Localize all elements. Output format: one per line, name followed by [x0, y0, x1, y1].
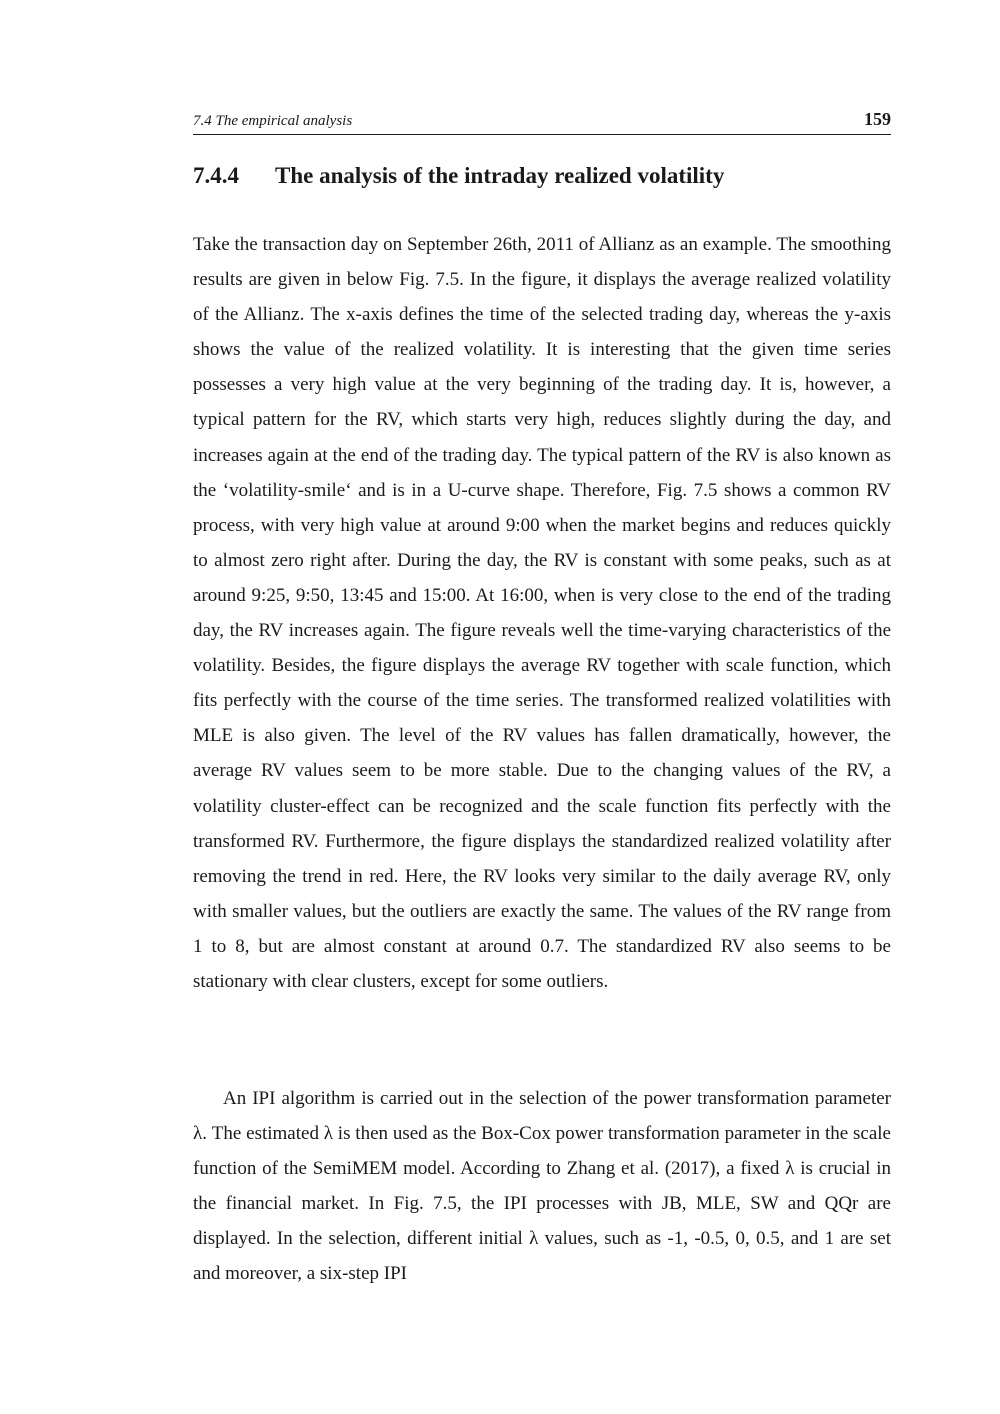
- section-number: 7.4.4: [193, 163, 239, 188]
- section-title: The analysis of the intraday realized volatility: [275, 163, 725, 188]
- section-heading: [193, 163, 891, 189]
- page-number: 159: [864, 109, 891, 129]
- body-paragraph: An IPI algorithm is carried out in the selection of the power transformation parameter λ. The estimated λ is then used as the Box-Cox power transformation parameter in the scale function of the SemiMEM model. According to Zhang et al. (2017), a fixed λ is crucial in the financial market. In Fig. 7.5, the IPI processes with JB, MLE, SW and QQr are displayed. In the selection, different initial λ values, such as -1, -0.5, 0, 0.5, and 1 are set and moreover, a six-step IPI: [193, 1088, 891, 1285]
- running-title: 7.4 The empirical analysis: [193, 113, 353, 129]
- body-paragraph: Take the transaction day on September 26th, 2011 of Allianz as an example. The smoothing results are given in below Fig. 7.5. In the figure, it displays the average realized volatility of the Allianz. The x-axis defines the time of the selected trading day, whereas the y-axis shows the value of the realized volatility. It is interesting that the given time series possesses a very high value at the very beginning of the trading day. It is, however, a typical pattern for the RV, which starts very high, reduces slightly during the day, and increases again at the end of the trading day. The typical pattern of the RV is also known as the ‘volatility-smile‘ and is in a U-curve shape. Therefore, Fig. 7.5 shows a common RV process, with very high value at around 9:00 when the market begins and reduces quickly to almost zero right after. During the day, the RV is constant with some peaks, such as at around 9:25, 9:50, 13:45 and 15:00. At 16:00, when is very close to the end of the trading day, the RV increases again. The figure reveals well the time-varying characteristics of the volatility. Besides, the figure displays the average RV together with scale function, which fits perfectly with the course of the time series. The transformed realized volatilities with MLE is also given. The level of the RV values has fallen dramatically, however, the average RV values seem to be more stable. Due to the changing values of the RV, a volatility cluster-effect can be recognized and the scale function fits perfectly with the transformed RV. Furthermore, the figure displays the standardized realized volatility after removing the trend in red. Here, the RV looks very similar to the daily average RV, only with smaller values, but the outliers are exactly the same. The values of the RV range from 1 to 8, but are almost constant at around 0.7. The standardized RV also seems to be stationary with clear clusters, except for some outliers.: [193, 234, 891, 992]
- running-header: [193, 108, 891, 135]
